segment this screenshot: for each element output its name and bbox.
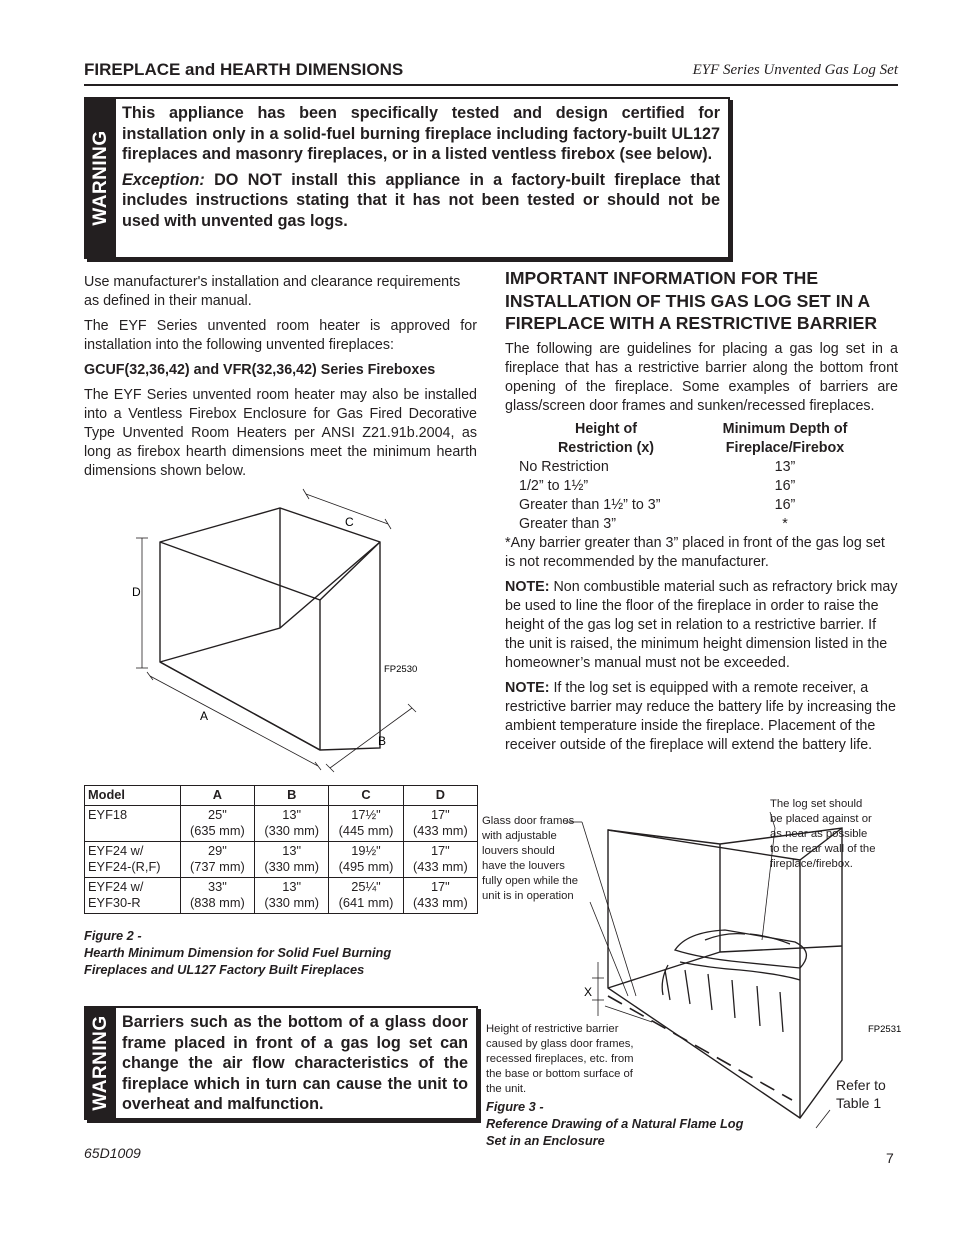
req-height: 1/2” to 1½” — [519, 477, 589, 494]
doc-number: 65D1009 — [84, 1145, 141, 1161]
warning-tab — [86, 1008, 116, 1118]
cell-c: 17½" (445 mm) — [329, 805, 403, 841]
exception-label: Exception: — [122, 170, 205, 189]
label-x: X — [584, 985, 593, 999]
figure3-caption — [486, 1098, 743, 1149]
para-approved: The EYF Series unvented room heater is approved for installation into the following unvented fireplaces: — [84, 318, 477, 353]
para-clearance: Use manufacturer's installation and clearance requirements as defined in their manual. — [84, 274, 461, 309]
callout-barrier-height: Height of restrictive barrier caused by glass door frames, recessed fireplaces, etc. from the base or bottom surface of the unit. — [486, 1023, 634, 1095]
note-refractory — [505, 578, 898, 673]
cell-a: 29" (737 mm) — [180, 841, 254, 877]
req-depth: 13” — [774, 458, 796, 475]
cell-a: 33" (838 mm) — [180, 877, 254, 913]
req-header-depth: Minimum Depth of Fireplace/Firebox — [722, 420, 848, 456]
warning-label: WARNING — [90, 130, 111, 226]
barrier-intro: The following are guidelines for placing a gas log set in a fireplace that has a restrictive barrier along the bottom front opening of the fireplace. Some examples of barriers are glass/screen door frames and sunken/recessed fireplaces. — [505, 340, 898, 414]
figure3-code: FP2531 — [868, 1024, 902, 1035]
cell-model: EYF24 w/ EYF30-R — [85, 877, 181, 913]
refer-to-table: Refer to Table 1 — [836, 1077, 886, 1111]
cell-b: 13" (330 mm) — [255, 805, 329, 841]
para-ventless: The EYF Series unvented room heater may also be installed into a Ventless Firebox Enclosure for Gas Fired Decorative Type Unvented Room Heaters per ANSI Z21.91b.2004, as long as firebox hearth dimensions meet the minimum hearth dimensions shown below. — [84, 387, 477, 479]
table-row — [85, 805, 478, 841]
req-height: Greater than 1½” to 3” — [519, 496, 661, 513]
label-c: C — [345, 515, 354, 529]
header-model: Model — [85, 786, 181, 806]
req-depth: 16” — [774, 496, 796, 513]
header-rule — [84, 84, 898, 86]
header-d: D — [403, 786, 477, 806]
req-depth: 16” — [774, 477, 796, 494]
caption-line: Figure 2 - — [84, 928, 142, 943]
label-d: D — [132, 585, 141, 599]
restriction-table — [519, 420, 898, 534]
warning-box-top — [84, 97, 730, 259]
cell-model: EYF18 — [85, 805, 181, 841]
callout-log-placement: The log set should be placed against or as near as possible to the rear wall of the fireplace/firebox. — [770, 798, 876, 870]
label-a: A — [200, 709, 209, 723]
req-header-height: Height of Restriction (x) — [557, 420, 655, 456]
warning-exception — [122, 170, 720, 232]
header-c: C — [329, 786, 403, 806]
cell-model: EYF24 w/ EYF24-(R,F) — [85, 841, 181, 877]
label-b: B — [378, 734, 387, 748]
figure2-hearth-drawing — [120, 480, 450, 780]
page-number: 7 — [886, 1150, 894, 1166]
caption-line: Set in an Enclosure — [486, 1133, 605, 1148]
note-text: If the log set is equipped with a remote receiver, a restrictive barrier may reduce the battery life by increasing the ambient temperature inside the fireplace. Placement of the receiver outside of the fireplace will extend the battery life. — [505, 679, 896, 753]
exception-text: DO NOT install this appliance in a factory-built fireplace that includes instructions stating that it has not been tested or should not be used with unvented gas logs. — [122, 170, 720, 230]
req-depth: * — [782, 515, 788, 532]
warning-tab — [86, 99, 116, 257]
barrier-heading: IMPORTANT INFORMATION FOR THE INSTALLATION OF THIS GAS LOG SET IN A FIREPLACE WITH A RESTRICTIVE BARRIER — [505, 268, 878, 333]
hearth-dimension-table — [84, 785, 478, 914]
note-label: NOTE: — [505, 679, 550, 696]
cell-a: 25" (635 mm) — [180, 805, 254, 841]
note-remote — [505, 679, 898, 755]
figure2-code: FP2530 — [384, 664, 418, 675]
note-label: NOTE: — [505, 578, 550, 595]
firebox-models: GCUF(32,36,42) and VFR(32,36,42) Series Fireboxes — [84, 362, 436, 378]
left-column — [84, 273, 477, 487]
cell-c: 19½" (495 mm) — [329, 841, 403, 877]
caption-line: Figure 3 - — [486, 1099, 544, 1114]
req-height: No Restriction — [519, 458, 609, 475]
table-row — [85, 841, 478, 877]
cell-d: 17" (433 mm) — [403, 841, 477, 877]
warning-text — [122, 99, 728, 240]
series-title: EYF Series Unvented Gas Log Set — [692, 62, 898, 78]
header-a: A — [180, 786, 254, 806]
cell-c: 25¼" (641 mm) — [329, 877, 403, 913]
caption-line: Hearth Minimum Dimension for Solid Fuel Burning — [84, 945, 392, 960]
header-b: B — [255, 786, 329, 806]
warning-paragraph: This appliance has been specifically tested and design certified for installation only in a solid-fuel burning fireplace including factory-built UL127 fireplaces and masonry fireplaces, or in a listed ventless firebox (see below). — [122, 104, 720, 163]
barrier-footnote: *Any barrier greater than 3” placed in front of the gas log set is not recommended by the manufacturer. — [505, 534, 885, 570]
figure2-caption — [84, 927, 391, 978]
table-header-row — [85, 786, 478, 806]
cell-b: 13" (330 mm) — [255, 841, 329, 877]
callout-glass-doors: Glass door frames with adjustable louvers should have the louvers fully open while the unit is in operation — [482, 815, 579, 902]
warning-box-bottom — [84, 1006, 478, 1120]
warning-text: Barriers such as the bottom of a glass door frame placed in front of a gas log set can change the air flow characteristics of the fireplace which in turn can cause the unit to overheat and malfunction. — [122, 1013, 468, 1113]
right-column — [505, 267, 898, 761]
warning-label: WARNING — [90, 1015, 111, 1111]
req-height: Greater than 3” — [519, 515, 616, 532]
caption-line: Reference Drawing of a Natural Flame Log — [486, 1116, 744, 1131]
caption-line: Fireplaces and UL127 Factory Built Fireplaces — [84, 962, 365, 977]
section-title: FIREPLACE and HEARTH DIMENSIONS — [84, 60, 404, 79]
cell-d: 17" (433 mm) — [403, 805, 477, 841]
cell-d: 17" (433 mm) — [403, 877, 477, 913]
note-text: Non combustible material such as refractory brick may be used to line the floor of the fireplace in order to raise the height of the gas log set in relation to a restrictive barrier. If the unit is raised, the minimum height dimension listed in the homeowner’s manual must not be exceeded. — [505, 578, 898, 671]
table-row — [85, 877, 478, 913]
cell-b: 13" (330 mm) — [255, 877, 329, 913]
